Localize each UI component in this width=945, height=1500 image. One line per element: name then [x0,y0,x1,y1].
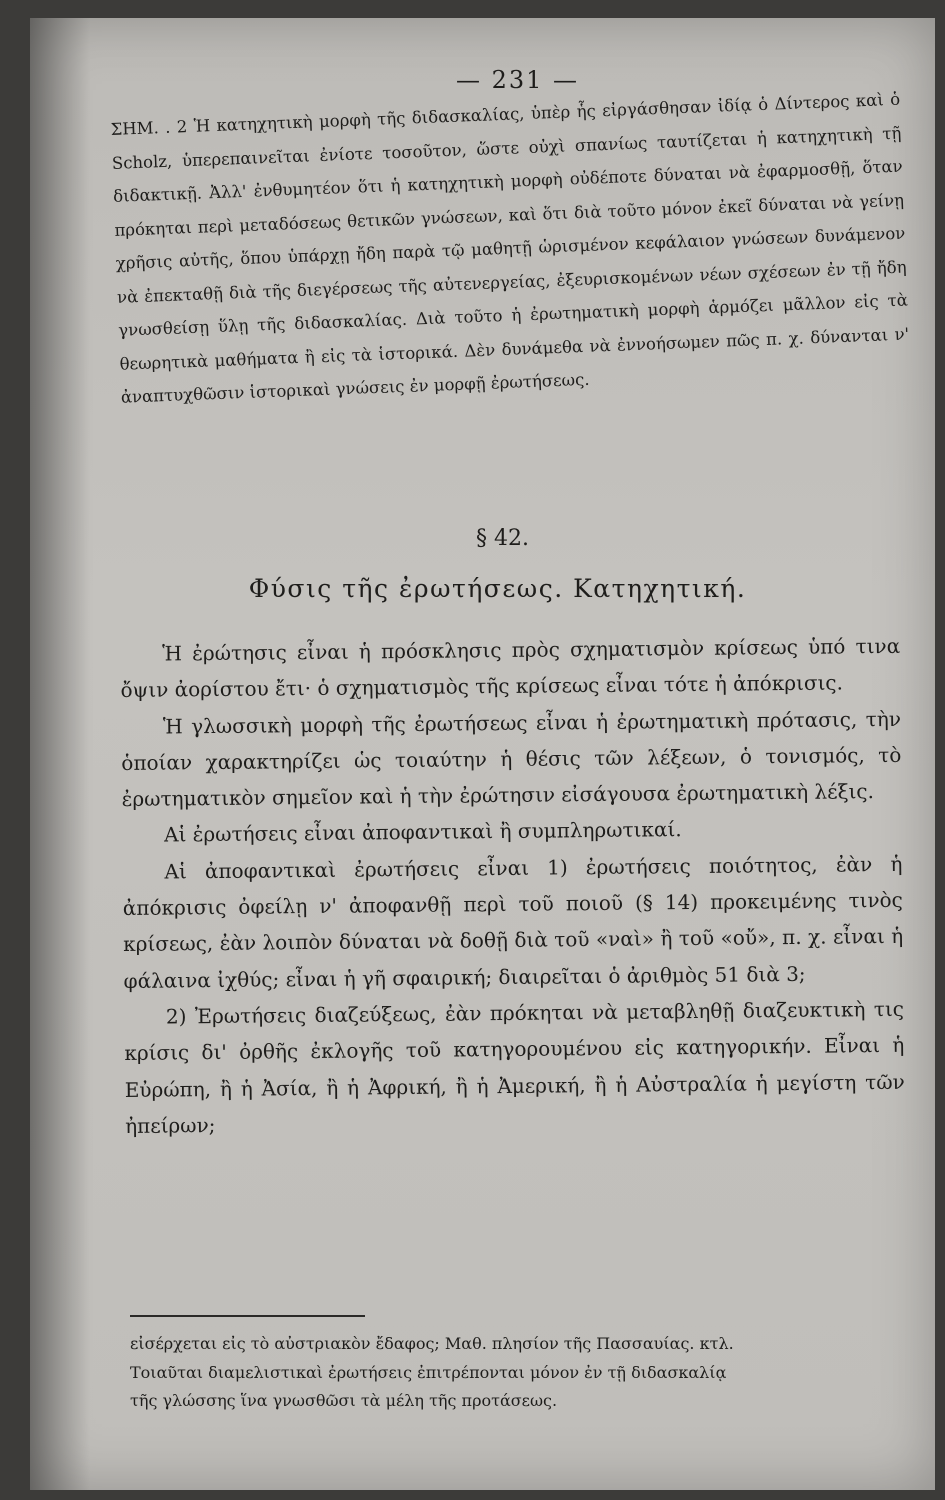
page-number: — 231 — [455,66,580,94]
footnote-line: εἰσέρχεται εἰς τὸ αὐστριακὸν ἔδαφος; Μαθ. πλησίον τῆς Πασσαυίας. κτλ. [130,1334,734,1353]
note-paragraph: ΣΗΜ. . 2 Ἡ κατηχητικὴ μορφὴ τῆς διδασκαλίας, ὑπὲρ ἧς εἰργάσθησαν ἰδίᾳ ὁ Δίντερος καὶ ὁ Scholz, ὑπερεπαινεῖται ἐνίοτε τοσοῦτον, ὥστε οὐχὶ σπανίως ταυτίζεται ἡ κατηχητικὴ τῇ διδακτικῇ. Ἀλλ' ἐνθυμητέον ὅτι ἡ κατηχητικὴ μορφὴ οὐδέποτε δύναται νὰ ἐφαρμοσθῇ, ὅταν πρόκηται περὶ μεταδόσεως θετικῶν γνώσεων, καὶ ὅτι διὰ τοῦτο μόνον ἐκεῖ δύναται νὰ γείνῃ χρῆσις αὐτῆς, ὅπου ὑπάρχῃ ἤδη παρὰ τῷ μαθητῇ ὡρισμένον κεφάλαιον γνώσεων δυνάμενον νὰ ἐπεκταθῇ διὰ τῆς διεγέρσεως τῆς αὐτενεργείας, ἐξευρισκομένων νέων σχέσεων ἐν τῇ ἤδη γνωσθείσῃ ὕλῃ τῆς διδασκαλίας. Διὰ τοῦτο ἡ ἐρωτηματικὴ μορφὴ ἁρμόζει μᾶλλον εἰς τὰ θεωρητικὰ μαθήματα ἢ εἰς τὰ ἱστορικά. Δὲν δυνάμεθα νὰ ἐννοήσωμεν πῶς π. χ. δύνανται ν' ἀναπτυχθῶσιν ἱστορικαὶ γνώσεις ἐν μορφῇ ἐρωτήσεως. [110,89,910,407]
paragraph: Αἱ ἀποφαντικαὶ ἐρωτήσεις εἶναι 1) ἐρωτήσεις ποιότητος, ἐὰν ἡ ἀπόκρισις ὀφείλῃ ν' ἀποφανθῇ περὶ τοῦ ποιοῦ (§ 14) προκειμένης τινὸς κρίσεως, ἐὰν λοιπὸν δύναται νὰ δοθῇ διὰ τοῦ «ναὶ» ἢ τοῦ «οὔ», π. χ. εἶναι ἡ φάλαινα ἰχθύς; εἶναι ἡ γῆ σφαιρική; διαιρεῖται ὁ ἀριθμὸς 51 διὰ 3; [122,851,904,993]
paragraph: Ἡ ἐρώτησις εἶναι ἡ πρόσκλησις πρὸς σχηματισμὸν κρίσεως ὑπό τινα ὄψιν ἀορίστου ἔτι· ὁ σχηματισμὸς τῆς κρίσεως εἶναι τότε ἡ ἀπόκρισις. [120,633,901,703]
paragraph: Αἱ ἐρωτήσεις εἶναι ἀποφαντικαὶ ἢ συμπληρωτικαί. [163,817,682,848]
binding-shadow [30,18,90,1490]
main-text [120,628,905,1144]
footnote-line: τῆς γλώσσης ἵνα γνωσθῶσι τὰ μέλη τῆς προτάσεως. [130,1391,558,1410]
paragraph: Ἡ γλωσσικὴ μορφὴ τῆς ἐρωτήσεως εἶναι ἡ ἐρωτηματικὴ πρότασις, τὴν ὁποίαν χαρακτηρίζει ὡς τοιαύτην ἡ θέσις τῶν λέξεων, ὁ τονισμός, τὸ ἐρωτηματικὸν σημεῖον καὶ ἡ τὴν ἐρώτησιν εἰσάγουσα ἐρωτηματικὴ λέξις. [121,706,902,812]
book-page [30,18,935,1490]
footnote-divider [130,1315,365,1317]
note-remark [110,83,911,415]
footnote [130,1330,900,1416]
footnote-line: Τοιαῦται διαμελιστικαὶ ἐρωτήσεις ἐπιτρέπονται μόνον ἐν τῇ διδασκαλίᾳ [130,1362,727,1382]
section-number: § 42. [476,526,529,551]
paragraph: 2) Ἐρωτήσεις διαζεύξεως, ἐὰν πρόκηται νὰ μεταβληθῇ διαζευκτικὴ τις κρίσις δι' ὀρθῆς ἐκλογῆς τοῦ κατηγορουμένου εἰς κατηγορικήν. Εἶναι ἡ Εὐρώπη, ἢ ἡ Ἀσία, ἢ ἡ Ἀφρική, ἢ ἡ Ἀμερική, ἢ ἡ Αὐστραλία ἡ μεγίστη τῶν ἠπείρων; [124,996,905,1138]
section-title: Φύσις τῆς ἐρωτήσεως. Κατηχητική. [248,574,747,603]
